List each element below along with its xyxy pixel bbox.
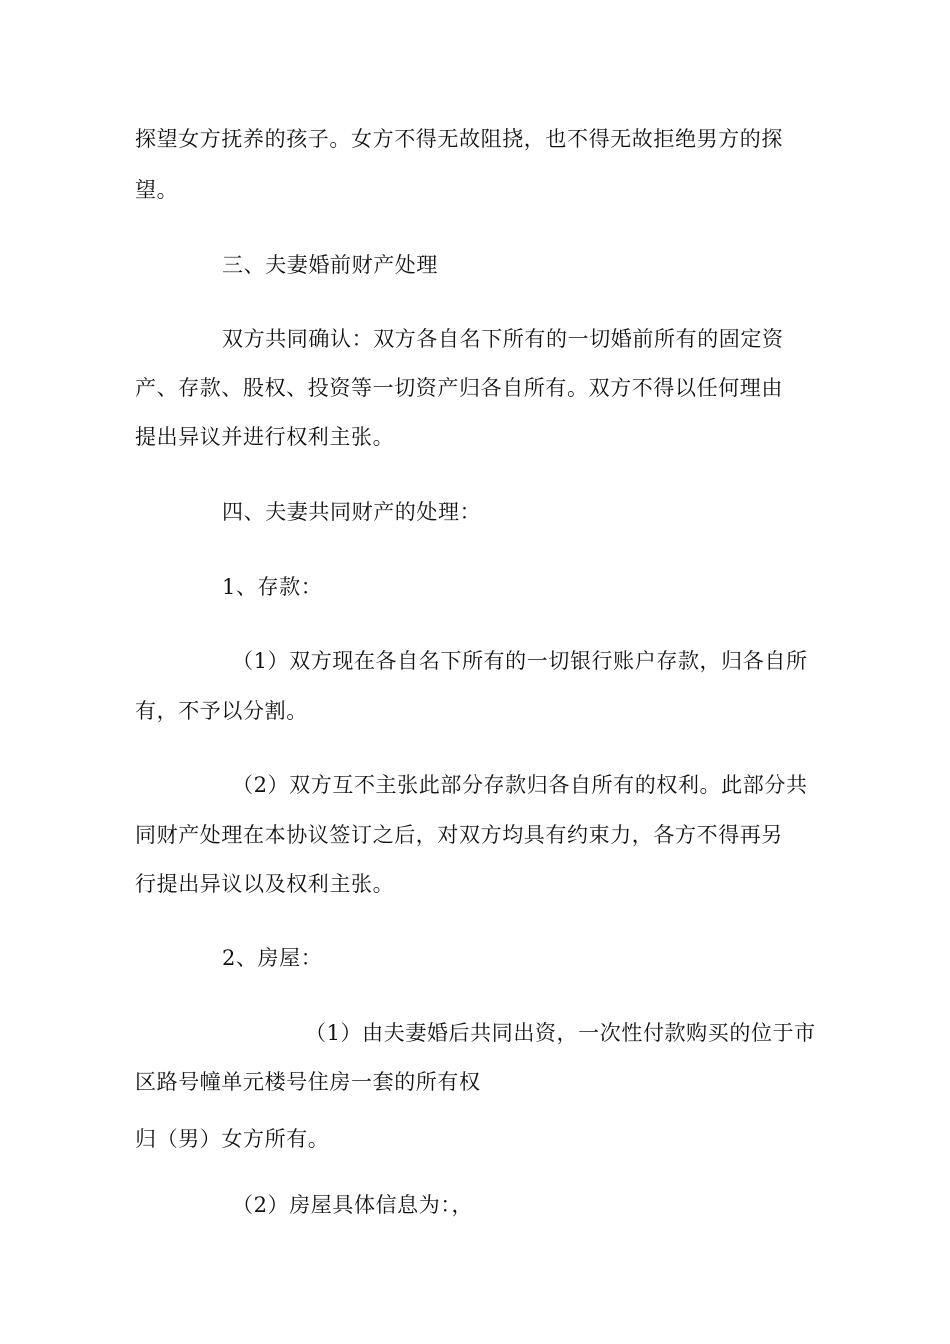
paragraph-line-deposits-1a: （1）双方现在各自名下所有的一切银行账户存款，归各自所: [232, 649, 808, 673]
paragraph-line-visitation-end: 望。: [135, 178, 179, 202]
paragraph-line-deposits-2a: （2）双方互不主张此部分存款归各自所有的权利。此部分共: [232, 773, 808, 797]
paragraph-line-premarital-3: 提出异议并进行权利主张。: [135, 425, 395, 449]
section-heading-joint-property: 四、夫妻共同财产的处理：: [222, 500, 482, 524]
paragraph-line-housing-1b: 区路号幢单元楼号住房一套的所有权: [135, 1070, 481, 1094]
paragraph-line-visitation: 探望女方抚养的孩子。女方不得无故阻挠，也不得无故拒绝男方的探: [135, 127, 783, 151]
paragraph-line-premarital-2: 产、存款、股权、投资等一切资产归各自所有。双方不得以任何理由: [135, 376, 783, 400]
subheading-housing: 2、房屋：: [222, 946, 323, 970]
section-heading-premarital-property: 三、夫妻婚前财产处理: [222, 253, 438, 277]
paragraph-line-housing-1a: （1）由夫妻婚后共同出资，一次性付款购买的位于市: [305, 1021, 816, 1045]
paragraph-line-housing-1c: 归（男）女方所有。: [135, 1127, 330, 1151]
paragraph-line-deposits-1b: 有，不予以分割。: [135, 699, 308, 723]
paragraph-line-deposits-2c: 行提出异议以及权利主张。: [135, 872, 395, 896]
subheading-deposits: 1、存款：: [222, 575, 323, 599]
paragraph-line-housing-2: （2）房屋具体信息为：，: [232, 1193, 474, 1217]
paragraph-line-deposits-2b: 同财产处理在本协议签订之后，对双方均具有约束力，各方不得再另: [135, 823, 783, 847]
paragraph-line-premarital-1: 双方共同确认：双方各自名下所有的一切婚前所有的固定资: [222, 327, 784, 351]
